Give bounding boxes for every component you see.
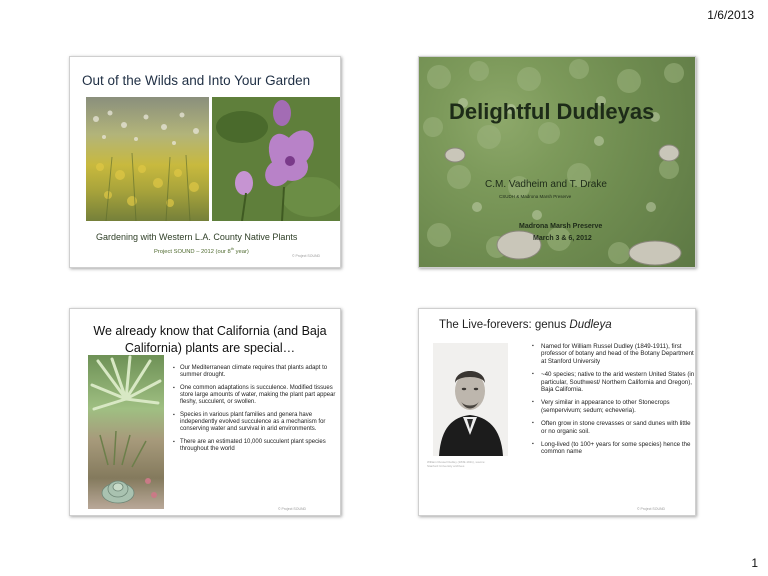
- list-item: ▪ Species in various plant families and genera have independently evolved succulence as a mechanism for conserving water and survival in arid environments.: [180, 412, 341, 433]
- slide-2-dates: March 3 & 6, 2012: [533, 235, 592, 242]
- slide-1-thumbnail[interactable]: [69, 56, 341, 268]
- slide-3-credit: © Project SOUND: [278, 507, 307, 511]
- slide-1-credit: © Project SOUND: [292, 254, 321, 258]
- print-date: 1/6/2013: [707, 8, 754, 22]
- slide-1-year-note: Project SOUND – 2012 (our 8th year): [154, 246, 249, 255]
- slide-1-subtitle: Gardening with Western L.A. County Native Plants: [96, 232, 298, 242]
- slide-2-thumbnail[interactable]: [418, 56, 696, 268]
- slide-4-bullet-list: [531, 343, 695, 462]
- native-garden-photo: [86, 97, 209, 221]
- slide-3-thumbnail[interactable]: [69, 308, 341, 516]
- list-item: ▪ There are an estimated 10,000 succulent plant species throughout the world: [180, 439, 341, 453]
- slide-2-organization: CSUDH & Madrona Marsh Preserve: [499, 194, 572, 199]
- succulent-collage-photo: [88, 355, 164, 509]
- slide-3-bullet-list: [172, 365, 341, 459]
- list-item: ▪ Very similar in appearance to other Stonecrops (sempervivum; sedum; echeveria).: [541, 399, 695, 414]
- slide-4-credit: © Project SOUND: [637, 507, 666, 511]
- list-item: ▪ One common adaptations is succulence. Modified tissues store large amounts of water, making the plant part appear fleshy, succulent, or swollen.: [180, 385, 341, 406]
- slide-4-thumbnail[interactable]: [418, 308, 696, 516]
- list-item: ▪ Often grow in stone crevasses or sand dunes with little or no organic soil.: [541, 420, 695, 435]
- page-number: 1: [751, 556, 758, 570]
- clarkia-flower-photo: [212, 97, 340, 221]
- slide-4-title: The Live-forevers: genus Dudleya: [439, 319, 612, 331]
- list-item: ▪ Named for William Russel Dudley (1849-1911), first professor of botany and head of the Botany Department at Stanford University: [541, 343, 695, 365]
- slide-1-title: Out of the Wilds and Into Your Garden: [82, 73, 311, 88]
- portrait-caption: William Russel Dudley (1849-1911), source: Stanford University archives: [427, 460, 486, 468]
- list-item: ▪ Our Mediterranean climate requires that plants adapt to summer drought.: [180, 365, 341, 379]
- slide-3-title: We already know that California (and Baja California) plants are special…: [93, 324, 327, 355]
- list-item: ▪ Long-lived (to 100+ years for some species) hence the common name: [541, 441, 695, 456]
- portrait-photo: [433, 343, 508, 456]
- list-item: ▪ ~40 species; native to the arid western United States (in particular, Southwest/ Northern California and Oregon), Baja California.: [541, 371, 695, 393]
- slide-2-title: Delightful Dudleyas: [449, 99, 655, 124]
- slide-2-authors: C.M. Vadheim and T. Drake: [485, 179, 607, 190]
- slide-2-venue: Madrona Marsh Preserve: [519, 223, 603, 230]
